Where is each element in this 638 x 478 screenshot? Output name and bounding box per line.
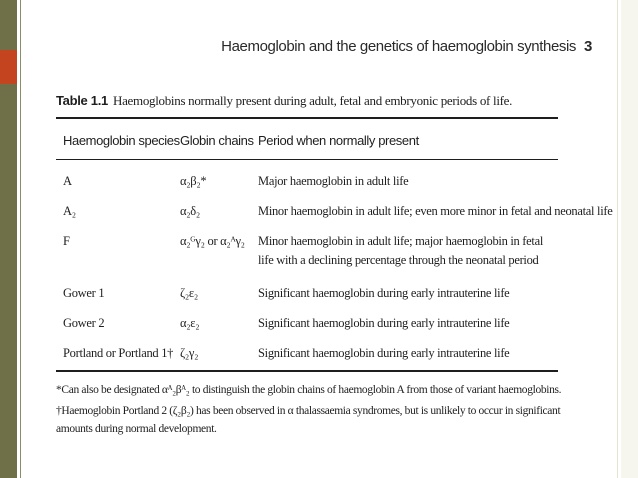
table-caption <box>56 93 512 109</box>
col-header-chains: Globin chains <box>180 133 254 148</box>
table-row-period: Minor haemoglobin in adult life; even more minor in fetal and neonatal life <box>258 204 613 218</box>
left-decorative-line <box>20 0 21 478</box>
col-header-period: Period when normally present <box>258 133 419 148</box>
right-decorative-bar <box>621 0 638 478</box>
table-row-period: Significant haemoglobin during early intrauterine life <box>258 286 510 300</box>
table-row-period: Minor haemoglobin in adult life; major haemoglobin in fetal life with a declining percentage through the neonatal period <box>258 234 544 267</box>
table-label: Table 1.1 <box>56 93 108 108</box>
running-head <box>221 38 592 55</box>
accent-square <box>0 50 17 84</box>
table-top-rule <box>56 117 558 119</box>
table-row-period: Major haemoglobin in adult life <box>258 174 409 188</box>
right-decorative-line <box>617 0 618 478</box>
footnote-dagger: †Haemoglobin Portland 2 (ζ₂β₂) has been observed in α thalassaemia syndromes, but is unlikely to occur in significant amounts during normal development. <box>56 405 561 435</box>
table-bottom-rule <box>56 370 558 372</box>
page-number: 3 <box>584 38 592 55</box>
table-row-chains: ζ₂ε₂ <box>180 286 198 300</box>
table-row-period: Significant haemoglobin during early intrauterine life <box>258 346 510 360</box>
running-head-title: Haemoglobin and the genetics of haemoglobin synthesis <box>221 38 577 55</box>
table-row-species: Portland or Portland 1† <box>63 346 174 360</box>
table-row-chains: ζ₂γ₂ <box>180 346 199 360</box>
table-row-chains: α₂δ₂ <box>180 204 200 218</box>
table-row-species: Gower 1 <box>63 286 105 300</box>
table-row-species: A <box>63 174 72 188</box>
table-row-period: Significant haemoglobin during early intrauterine life <box>258 316 510 330</box>
table-row-chains: α₂ᴳγ₂ or α₂ᴬγ₂ <box>180 234 245 248</box>
table-header-rule <box>56 159 558 160</box>
table-row-species: Gower 2 <box>63 316 105 330</box>
table-row-species: F <box>63 234 70 248</box>
table-row-chains: α₂β₂* <box>180 174 207 188</box>
table-row-species: A₂ <box>63 204 76 218</box>
table-row-chains: α₂ε₂ <box>180 316 200 330</box>
col-header-species: Haemoglobin species <box>63 133 180 148</box>
table-caption-text: Haemoglobins normally present during adult, fetal and embryonic periods of life. <box>112 93 513 108</box>
footnote-asterisk: *Can also be designated αᴬ₂βᴬ₂ to distinguish the globin chains of haemoglobin A from those of variant haemoglobins. <box>56 384 562 396</box>
